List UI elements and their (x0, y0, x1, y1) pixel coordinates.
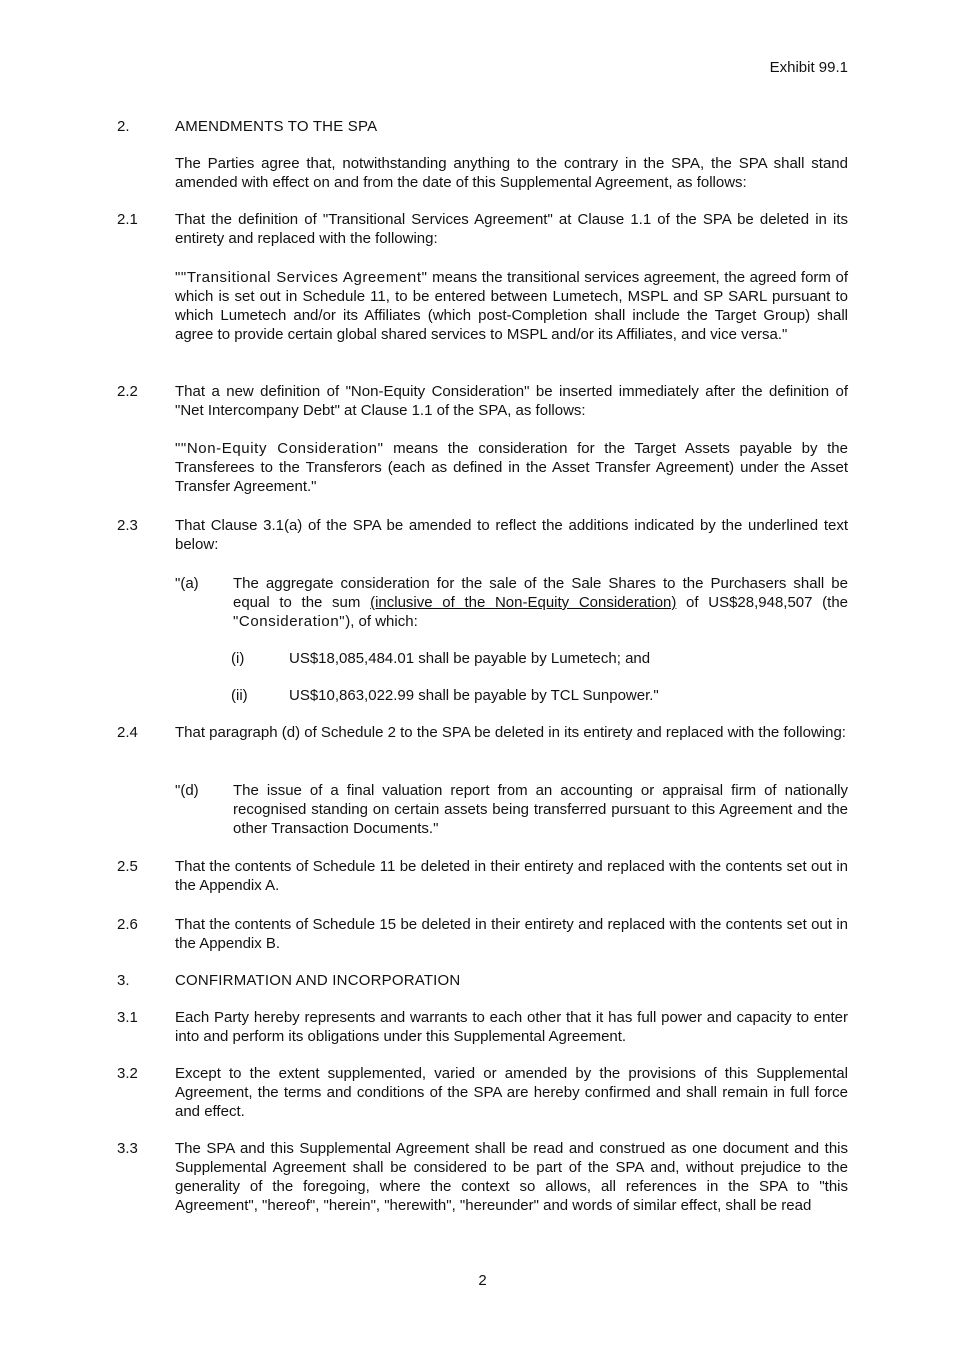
clause-number: 2.1 (117, 211, 138, 228)
clause-text: Each Party hereby represents and warrants to each other that it has full power and capacity to enter into and perform its obligations under this Supplemental Agreement. (175, 1009, 848, 1045)
clause-number: 2.4 (117, 724, 138, 741)
defined-term: ""Transitional Services Agreement" (175, 269, 428, 286)
clause-number: 2.5 (117, 858, 138, 875)
section-heading: CONFIRMATION AND INCORPORATION (175, 972, 461, 989)
defined-term: "Consideration" (233, 613, 346, 630)
page-number: 2 (478, 1272, 487, 1289)
definition-body: means the consideration for the Target Assets payable by the Transferees to the Transferors (each as defined in the Asset Transfer Agreement) under the Asset Transfer Agreement." (175, 440, 848, 495)
text-run: ), of which: (345, 613, 418, 630)
clause-number: 2.6 (117, 916, 138, 933)
clause-text: That the definition of "Transitional Services Agreement" at Clause 1.1 of the SPA be deleted in its entirety and replaced with the following: (175, 211, 848, 247)
clause-number: 2.2 (117, 383, 138, 400)
clause-text: That the contents of Schedule 11 be deleted in their entirety and replaced with the contents set out in the Appendix A. (175, 858, 848, 894)
clause-number: 3.3 (117, 1140, 138, 1157)
clause-text: That paragraph (d) of Schedule 2 to the SPA be deleted in its entirety and replaced with the following: (175, 724, 846, 741)
section-intro: The Parties agree that, notwithstanding anything to the contrary in the SPA, the SPA shall stand amended with effect on and from the date of this Supplemental Agreement, as follows: (175, 155, 848, 191)
clause-number: 2.3 (117, 517, 138, 534)
exhibit-label: Exhibit 99.1 (769, 59, 848, 76)
text-run: The aggregate consideration for the sale of the Sale Shares to the Purchasers shall be equal to the sum (233, 575, 848, 611)
clause-number: 3.2 (117, 1065, 138, 1082)
sub-paragraph-label: "(a) (175, 575, 199, 592)
clause-text: That a new definition of "Non-Equity Consideration" be inserted immediately after the definition of "Net Intercompany Debt" at Clause 1.1 of the SPA, as follows: (175, 383, 848, 419)
definition-quote (175, 268, 848, 344)
sub-paragraph-text: The issue of a final valuation report from an accounting or appraisal firm of nationally recognised standing on certain assets being transferred pursuant to this Agreement and the other Transaction Documents." (233, 782, 848, 837)
clause-text: Except to the extent supplemented, varied or amended by the provisions of this Supplemental Agreement, the terms and conditions of the SPA are hereby confirmed and shall remain in full force and effect. (175, 1065, 848, 1120)
clause-text: That Clause 3.1(a) of the SPA be amended to reflect the additions indicated by the underlined text below: (175, 517, 848, 553)
roman-item-text: US$10,863,022.99 shall be payable by TCL Sunpower." (289, 687, 659, 704)
defined-term: ""Non-Equity Consideration" (175, 440, 384, 457)
clause-number: 3.1 (117, 1009, 138, 1026)
clause-text: The SPA and this Supplemental Agreement shall be read and construed as one document and this Supplemental Agreement shall be considered to be part of the SPA and, without prejudice to the generality of the foregoing, where the context so allows, all references in the SPA to "this Agreement", "hereof", "herein", "herewith", "hereunder" and words of similar effect, shall be read (175, 1140, 848, 1214)
clause-text: That the contents of Schedule 15 be deleted in their entirety and replaced with the contents set out in the Appendix B. (175, 916, 848, 952)
section-number: 3. (117, 972, 130, 989)
text-run: of US$28,948,507 (the (676, 594, 848, 611)
definition-quote (175, 439, 848, 496)
roman-label: (i) (231, 650, 245, 667)
section-heading: AMENDMENTS TO THE SPA (175, 118, 378, 135)
definition-body: means the transitional services agreement, the agreed form of which is set out in Schedule 11, to be entered between Lumetech, MSPL and SP SARL pursuant to which Lumetech and/or its Affiliates (which post-Completion shall include the Target Group) shall agree to provide certain global shared services to MSPL and/or its Affiliates, and vice versa." (175, 269, 848, 343)
section-number: 2. (117, 118, 130, 135)
roman-item-text: US$18,085,484.01 shall be payable by Lumetech; and (289, 650, 651, 667)
sub-paragraph-label: "(d) (175, 782, 199, 799)
roman-label: (ii) (231, 687, 248, 704)
underlined-addition: (inclusive of the Non-Equity Consideration) (370, 594, 677, 611)
sub-paragraph-text (233, 574, 848, 631)
